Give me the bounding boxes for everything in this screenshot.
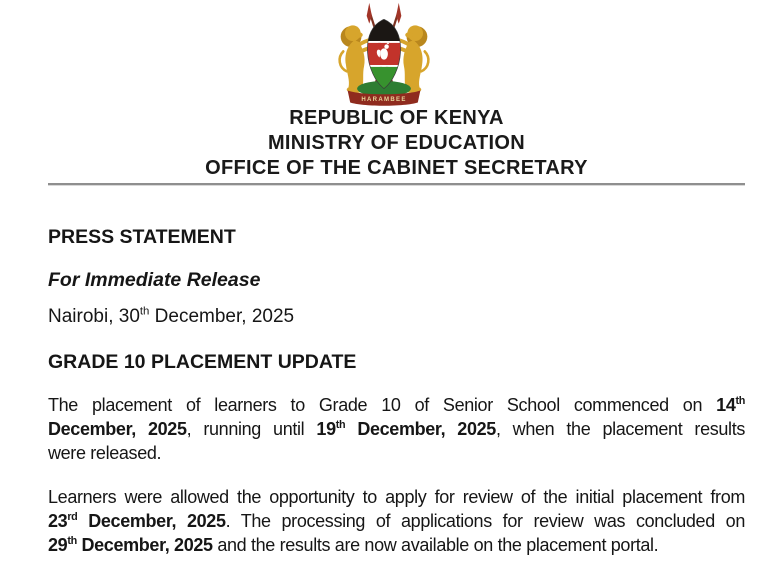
text-segment: , when the placement results xyxy=(495,419,745,439)
text-segment: December, 2025 xyxy=(76,535,213,555)
letterhead-divider xyxy=(48,183,745,185)
body-paragraphs xyxy=(48,393,745,557)
text-segment: December, 2025 xyxy=(77,511,226,531)
text-segment: December, 2025 xyxy=(48,419,187,439)
text-segment: 14 xyxy=(716,395,736,415)
text-segment: The placement of learners to Grade 10 of Senior School commenced on xyxy=(48,395,717,415)
org-line-office: OFFICE OF THE CABINET SECRETARY xyxy=(205,157,588,179)
org-line-republic: REPUBLIC OF KENYA xyxy=(289,107,504,129)
text-segment: . The processing of applications for review was concluded on xyxy=(225,511,745,531)
text-segment: December, 2025 xyxy=(345,419,496,439)
paragraph-line xyxy=(48,417,745,441)
paragraph-line xyxy=(48,509,745,533)
dateline xyxy=(48,305,745,329)
text-segment: 23 xyxy=(48,511,68,531)
paragraph xyxy=(48,393,745,465)
text-segment: 29 xyxy=(48,535,68,555)
coat-of-arms-graphic xyxy=(323,2,445,106)
subject-heading: GRADE 10 PLACEMENT UPDATE xyxy=(48,351,357,373)
paragraph-line xyxy=(48,533,745,557)
text-segment: rd xyxy=(67,511,78,523)
text-segment: 19 xyxy=(316,419,336,439)
text-segment: th xyxy=(735,395,745,407)
text-segment: , running until xyxy=(186,419,317,439)
press-statement-label: PRESS STATEMENT xyxy=(48,226,236,248)
text-segment: Learners were allowed the opportunity to apply for review of the initial placement from xyxy=(48,487,745,507)
text-segment: and the results are now available on the placement portal. xyxy=(212,535,659,555)
maasai-shield-icon xyxy=(365,18,403,92)
text-segment: th xyxy=(335,419,346,431)
release-note: For Immediate Release xyxy=(48,269,261,291)
paragraph xyxy=(48,485,745,557)
paragraph-line xyxy=(48,485,745,509)
text-segment: th xyxy=(67,535,77,547)
letterhead xyxy=(48,106,745,181)
text-segment: December, 2025 xyxy=(149,306,295,327)
org-line-ministry: MINISTRY OF EDUCATION xyxy=(267,132,526,154)
kenya-coat-of-arms xyxy=(23,2,745,106)
text-segment: th xyxy=(139,305,150,318)
paragraph-line xyxy=(48,441,745,465)
text-segment: were released. xyxy=(48,443,162,463)
motto-text: HARAMBEE xyxy=(361,96,407,103)
paragraph-line xyxy=(48,393,745,417)
text-segment: Nairobi, 30 xyxy=(48,306,140,327)
